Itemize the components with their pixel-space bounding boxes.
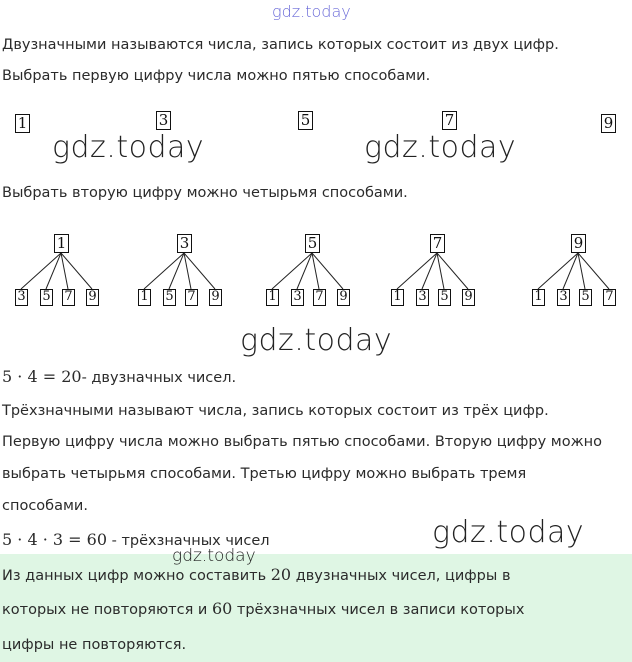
tree-branch: [422, 253, 437, 289]
tree-branch: [21, 253, 61, 289]
tree-child-box: 3: [15, 289, 28, 306]
calc-two-suffix: - двузначных чисел.: [81, 370, 237, 386]
calc-two-formula: 5 · 4 = 20: [2, 367, 82, 386]
calc-three-formula: 5 · 4 · 3 = 60: [2, 530, 107, 549]
digit-box: 1: [15, 114, 30, 133]
digit-box: 5: [298, 111, 313, 130]
conclusion-text: трёхзначных чисел в записи которых: [232, 602, 525, 618]
first-digit-ways: Выбрать первую цифру числа можно пятью способами.: [2, 68, 431, 84]
tree-branch: [61, 253, 68, 289]
digit-box: 3: [156, 111, 171, 130]
tree-child-box: 1: [138, 289, 151, 306]
tree-branch: [61, 253, 92, 289]
tree-branch: [169, 253, 184, 289]
tree-child-box: 7: [603, 289, 616, 306]
tree-child-box: 9: [209, 289, 222, 306]
second-digit-ways: Выбрать вторую цифру можно четырьмя способами.: [2, 185, 408, 201]
tree-branch: [272, 253, 312, 289]
tree-child-box: 5: [163, 289, 176, 306]
tree-child-box: 7: [185, 289, 198, 306]
tree-child-box: 9: [462, 289, 475, 306]
tree-child-box: 3: [557, 289, 570, 306]
tree-branch: [184, 253, 215, 289]
conclusion-text: двузначных чисел, цифры в: [291, 568, 511, 584]
definition-three-digit: Трёхзначными называют числа, запись которых состоит из трёх цифр.: [2, 403, 549, 419]
definition-two-digit: Двузначными называются числа, запись которых состоит из двух цифр.: [2, 37, 559, 53]
conclusion-line2: [2, 600, 524, 619]
tree-branch: [297, 253, 312, 289]
watermark-middle: gdz.today: [240, 323, 393, 358]
tree-child-box: 5: [579, 289, 592, 306]
tree-branch: [397, 253, 437, 289]
tree-child-box: 5: [438, 289, 451, 306]
tree-branch: [46, 253, 61, 289]
tree-child-box: 9: [86, 289, 99, 306]
tree-root-box: 7: [430, 234, 445, 253]
three-explain-line2: выбрать четырьмя способами. Третью цифру можно выбрать тремя: [2, 466, 527, 482]
three-explain-line1: Первую цифру числа можно выбрать пятью способами. Вторую цифру можно: [2, 434, 603, 450]
tree-child-box: 3: [416, 289, 429, 306]
tree-root-box: 5: [305, 234, 320, 253]
tree-child-box: 3: [291, 289, 304, 306]
tree-child-box: 7: [62, 289, 75, 306]
calc-two-digit: [2, 368, 236, 387]
tree-branch: [312, 253, 319, 289]
tree-branch: [312, 253, 343, 289]
tree-branch: [184, 253, 191, 289]
digit-box: 9: [601, 114, 616, 133]
tree-child-box: 7: [313, 289, 326, 306]
tree-branch: [437, 253, 444, 289]
tree-branch: [578, 253, 609, 289]
tree-child-box: 1: [391, 289, 404, 306]
conclusion-number: 20: [270, 565, 292, 584]
tree-root-box: 1: [54, 234, 69, 253]
tree-child-box: 5: [40, 289, 53, 306]
conclusion-number: 60: [211, 599, 233, 618]
conclusion-text: Из данных цифр можно составить: [2, 568, 271, 584]
tree-child-box: 1: [266, 289, 279, 306]
tree-branch: [538, 253, 578, 289]
conclusion-text: которых не повторяются и: [2, 602, 212, 618]
tree-child-box: 1: [532, 289, 545, 306]
tree-branch: [578, 253, 585, 289]
calc-three-suffix: - трёхзначных чисел: [107, 533, 270, 549]
tree-branch: [437, 253, 468, 289]
tree-root-box: 9: [571, 234, 586, 253]
watermark-bottom-small: gdz.today: [172, 546, 256, 566]
watermark-right: gdz.today: [364, 130, 517, 165]
conclusion-line3: цифры не повторяются.: [2, 637, 187, 653]
tree-branch: [563, 253, 578, 289]
conclusion-line1: [2, 566, 510, 585]
watermark-left: gdz.today: [52, 130, 205, 165]
tree-root-box: 3: [177, 234, 192, 253]
three-explain-line3: способами.: [2, 498, 88, 514]
watermark-top: gdz.today: [272, 2, 351, 21]
watermark-bottom-right: gdz.today: [432, 515, 585, 550]
tree-child-box: 9: [337, 289, 350, 306]
digit-box: 7: [442, 111, 457, 130]
tree-branch: [144, 253, 184, 289]
